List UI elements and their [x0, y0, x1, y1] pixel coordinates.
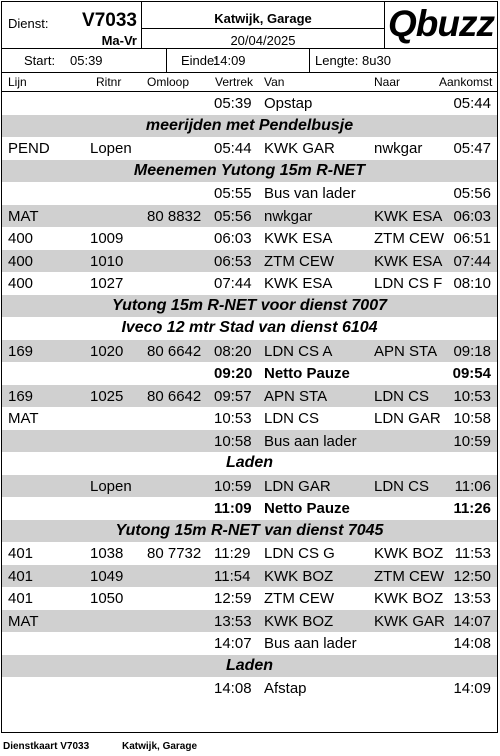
cell-aankomst: 10:53: [453, 387, 491, 405]
cell-aankomst: 05:44: [453, 95, 491, 112]
trip-row: [2, 677, 497, 700]
col-omloop: Omloop: [147, 75, 190, 89]
cell-van: KWK ESA: [264, 275, 333, 292]
footer-right: Katwijk, Garage: [122, 741, 198, 752]
trip-row: [2, 272, 497, 295]
cell-vertrek: 05:39: [214, 95, 252, 112]
cell-aankomst: 09:54: [452, 365, 491, 382]
cell-vertrek: 06:03: [214, 230, 252, 247]
cell-ritnr: Lopen: [90, 140, 132, 157]
cell-lijn: 400: [8, 275, 34, 292]
cell-aankomst: 09:18: [453, 342, 491, 360]
cell-lijn: 401: [8, 545, 34, 562]
info-bar: [2, 49, 497, 73]
trip-row: [2, 430, 497, 453]
divider: [142, 28, 384, 29]
cell-vertrek: 09:20: [214, 365, 253, 382]
cell-van: nwkgar: [264, 207, 313, 225]
cell-vertrek: 11:09: [214, 500, 252, 517]
cell-van: ZTM CEW: [264, 252, 334, 270]
cell-aankomst: 05:56: [453, 185, 491, 202]
cell-aankomst: 14:09: [453, 680, 491, 697]
trip-row: [2, 610, 497, 633]
cell-naar: LDN CS: [374, 477, 430, 495]
dienst-days: Ma-Vr: [101, 33, 137, 48]
section-band: [2, 317, 497, 340]
cell-ritnr: 1050: [90, 590, 124, 607]
dienst-code: V7033: [82, 10, 137, 31]
cell-ritnr: 1049: [90, 567, 124, 585]
cell-lijn: 400: [8, 252, 34, 270]
cell-vertrek: 07:44: [214, 275, 252, 292]
cell-aankomst: 06:03: [453, 207, 491, 225]
section-band-label: Yutong 15m R-NET van dienst 7045: [115, 521, 384, 539]
trip-row: [2, 385, 497, 408]
cell-ritnr: 1027: [90, 275, 124, 292]
cell-van: KWK BOZ: [264, 567, 334, 585]
cell-van: KWK BOZ: [264, 612, 334, 630]
cell-van: LDN CS G: [264, 545, 335, 562]
cell-naar: KWK BOZ: [374, 545, 444, 562]
trip-row: [2, 542, 497, 565]
cell-lijn: MAT: [8, 207, 39, 225]
cell-van: Afstap: [264, 680, 307, 697]
cell-aankomst: 11:26: [453, 500, 491, 517]
logo-cell: [385, 2, 497, 48]
trip-row: [2, 92, 497, 115]
col-lijn: Lijn: [8, 75, 27, 89]
cell-van: Netto Pauze: [264, 365, 350, 382]
cell-naar: LDN CS F: [374, 275, 443, 292]
cell-naar: KWK GAR: [374, 612, 445, 630]
cell-lijn: 169: [8, 342, 34, 360]
card-header: [2, 2, 497, 49]
cell-aankomst: 11:53: [454, 545, 491, 562]
duty-card: [1, 1, 498, 733]
cell-naar: KWK BOZ: [374, 590, 444, 607]
cell-van: KWK GAR: [264, 140, 335, 157]
section-band-label: meerijden met Pendelbusje: [145, 116, 354, 134]
cell-naar: ZTM CEW: [374, 230, 444, 247]
cell-naar: KWK ESA: [374, 252, 443, 270]
schedule-rows: [2, 92, 497, 700]
trip-row: [2, 587, 497, 610]
cell-lijn: 401: [8, 590, 34, 607]
cell-vertrek: 11:29: [214, 545, 251, 562]
cell-naar: APN STA: [374, 342, 438, 360]
cell-naar: nwkgar: [374, 140, 423, 157]
cell-lijn: 401: [8, 567, 34, 585]
cell-ritnr: 1009: [90, 230, 124, 247]
cell-van: APN STA: [264, 387, 328, 405]
section-band: [2, 115, 497, 138]
trip-row: [2, 227, 497, 250]
date: 20/04/2025: [230, 33, 296, 48]
cell-lijn: MAT: [8, 612, 39, 630]
cell-aankomst: 11:06: [454, 477, 491, 495]
lengte-seg: [310, 49, 497, 72]
cell-van: Bus van lader: [264, 185, 356, 202]
cell-ritnr: 1038: [90, 545, 124, 562]
pause-row: [2, 362, 497, 385]
trip-row: [2, 250, 497, 273]
cell-vertrek: 14:08: [214, 680, 252, 697]
einde-label: Einde:: [181, 53, 218, 68]
cell-vertrek: 10:59: [214, 477, 252, 495]
cell-vertrek: 05:55: [214, 185, 252, 202]
trip-row: [2, 632, 497, 655]
lengte-label: Lengte:: [315, 53, 359, 68]
qbuzz-logo: Qbuzz: [388, 3, 494, 44]
footer-left: Dienstkaart V7033: [3, 741, 90, 752]
section-band-label: Meenemen Yutong 15m R-NET: [133, 161, 366, 179]
cell-omloop: 80 8832: [147, 207, 202, 225]
cell-aankomst: 14:07: [453, 612, 491, 630]
einde-seg: [167, 49, 310, 72]
cell-omloop: 80 6642: [147, 387, 202, 405]
cell-aankomst: 10:58: [453, 410, 491, 427]
cell-aankomst: 14:08: [453, 635, 491, 652]
trip-row: [2, 340, 497, 363]
cell-lijn: 400: [8, 230, 34, 247]
cell-naar: ZTM CEW: [374, 567, 444, 585]
cell-van: Bus aan lader: [264, 635, 357, 652]
cell-omloop: 80 7732: [147, 545, 202, 562]
section-band-label: Laden: [225, 454, 274, 471]
cell-ritnr: 1020: [90, 342, 124, 360]
cell-vertrek: 11:54: [214, 567, 251, 585]
section-band-label: Yutong 15m R-NET voor dienst 7007: [111, 296, 387, 314]
location-cell: [142, 2, 385, 48]
trip-row: [2, 137, 497, 160]
col-vertrek: Vertrek: [215, 75, 254, 89]
cell-vertrek: 10:53: [214, 410, 252, 427]
cell-aankomst: 06:51: [453, 230, 491, 247]
cell-aankomst: 10:59: [453, 432, 491, 450]
cell-naar: KWK ESA: [374, 207, 443, 225]
cell-aankomst: 13:53: [453, 590, 491, 607]
cell-vertrek: 13:53: [214, 612, 252, 630]
col-ritnr: Ritnr: [96, 75, 122, 89]
dienst-label: Dienst:: [8, 16, 49, 31]
cell-vertrek: 05:56: [214, 207, 252, 225]
trip-row: [2, 565, 497, 588]
cell-van: LDN CS A: [264, 342, 333, 360]
cell-vertrek: 08:20: [214, 342, 252, 360]
start-label: Start:: [24, 53, 56, 68]
cell-van: Netto Pauze: [264, 500, 350, 517]
section-band: [2, 295, 497, 318]
trip-row: [2, 407, 497, 430]
cell-naar: LDN CS: [374, 387, 430, 405]
cell-van: Bus aan lader: [264, 432, 357, 450]
einde-value: 14:09: [213, 53, 246, 68]
cell-lijn: PEND: [8, 140, 50, 157]
trip-row: [2, 205, 497, 228]
cell-ritnr: 1025: [90, 387, 124, 405]
cell-ritnr: Lopen: [90, 477, 132, 495]
col-aankomst: Aankomst: [439, 75, 493, 89]
section-band-label: Iveco 12 mtr Stad van dienst 6104: [121, 319, 378, 336]
trip-row: [2, 182, 497, 205]
cell-vertrek: 14:07: [214, 635, 252, 652]
cell-aankomst: 05:47: [453, 140, 491, 157]
section-band: [2, 452, 497, 475]
column-header: [2, 73, 497, 92]
cell-lijn: 169: [8, 387, 34, 405]
cell-aankomst: 07:44: [453, 252, 491, 270]
cell-van: KWK ESA: [264, 230, 333, 247]
section-band: [2, 520, 497, 543]
cell-vertrek: 05:44: [214, 140, 252, 157]
cell-van: ZTM CEW: [264, 590, 334, 607]
cell-omloop: 80 6642: [147, 342, 202, 360]
cell-vertrek: 09:57: [214, 387, 252, 405]
lengte-value: 8u30: [362, 53, 391, 68]
pause-row: [2, 497, 497, 520]
cell-aankomst: 12:50: [453, 567, 491, 585]
cell-vertrek: 12:59: [214, 590, 252, 607]
cell-naar: LDN GAR: [374, 410, 441, 427]
section-band-label: Laden: [225, 656, 274, 674]
col-van: Van: [264, 75, 285, 89]
col-naar: Naar: [374, 75, 401, 89]
dienst-cell: [2, 2, 142, 48]
cell-vertrek: 06:53: [214, 252, 252, 270]
cell-aankomst: 08:10: [453, 275, 491, 292]
cell-van: Opstap: [264, 95, 313, 112]
trip-row: [2, 475, 497, 498]
cell-van: LDN CS: [264, 410, 320, 427]
cell-lijn: MAT: [8, 410, 39, 427]
cell-ritnr: 1010: [90, 252, 124, 270]
location: Katwijk, Garage: [214, 11, 312, 26]
start-value: 05:39: [70, 53, 103, 68]
section-band: [2, 655, 497, 678]
cell-van: LDN GAR: [264, 477, 331, 495]
section-band: [2, 160, 497, 183]
cell-vertrek: 10:58: [214, 432, 252, 450]
start-seg: [2, 49, 167, 72]
